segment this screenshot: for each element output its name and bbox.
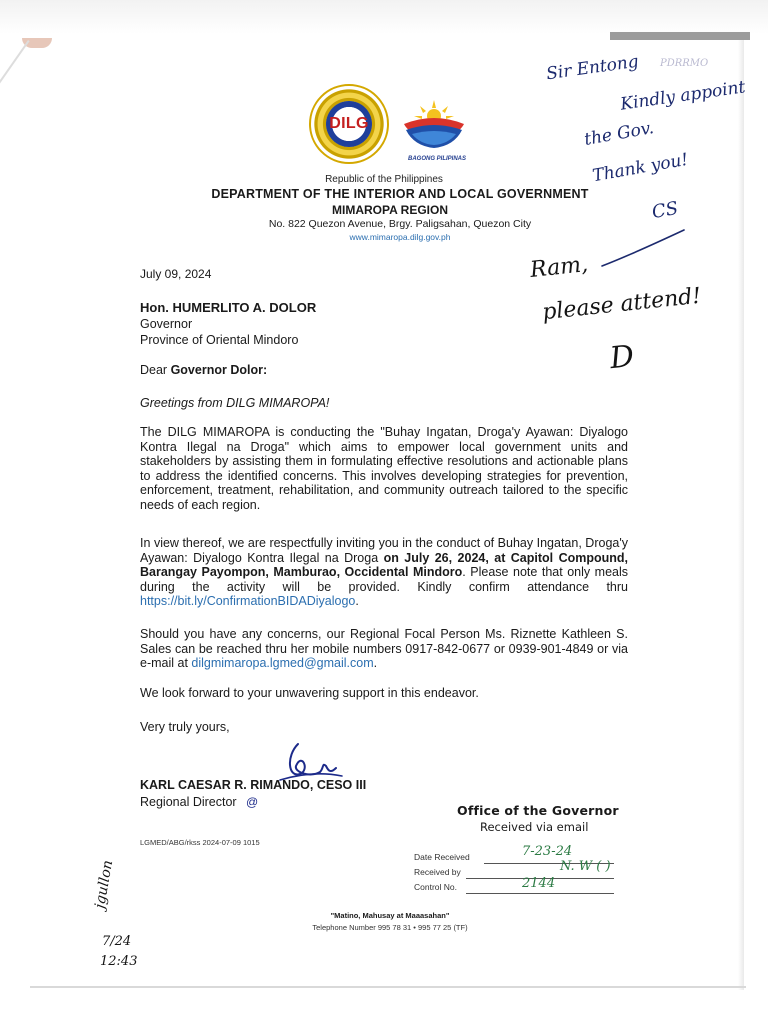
letterhead-region: MIMAROPA REGION bbox=[332, 203, 448, 217]
footer-motto: "Matino, Mahusay at Maaasahan" bbox=[330, 911, 450, 920]
event-date-venue: on July 26, 2024, at Capitol Compound, Barangay Payompon, Mamburao, Occidental Mindoro bbox=[140, 550, 628, 580]
paragraph-contact bbox=[140, 627, 628, 671]
contact-email-link[interactable]: dilgmimaropa.lgmed@gmail.com bbox=[191, 656, 374, 671]
signer-title: Regional Director bbox=[140, 795, 237, 809]
greeting: Greetings from DILG MIMAROPA! bbox=[140, 396, 330, 410]
addressee-name: Hon. HUMERLITO A. DOLOR bbox=[140, 300, 317, 315]
stamp-subtitle: Received via email bbox=[480, 820, 589, 834]
invitation-note: . Please note that only meals during the activity will be provided. Kindly confirm attendance thru bbox=[140, 565, 628, 594]
letterhead-republic: Republic of the Philippines bbox=[325, 174, 443, 185]
handwritten-note-line2: Kindly appoint bbox=[619, 77, 747, 115]
addressee-title: Governor bbox=[140, 317, 193, 331]
handwritten-note-line1: Sir Entong bbox=[545, 51, 640, 85]
salutation-prefix: Dear bbox=[140, 363, 171, 377]
dilg-logo-text: DILG bbox=[329, 115, 369, 132]
stamp-date-label: Date Received bbox=[414, 852, 470, 862]
dilg-seal-inner bbox=[326, 101, 372, 147]
handwritten-instruction-initials: D bbox=[608, 338, 636, 377]
stamp-date-value: 7-23-24 bbox=[522, 844, 573, 859]
handwritten-instruction-line2: please attend! bbox=[541, 283, 703, 326]
signature-mark-icon: @ bbox=[246, 795, 259, 809]
confirmation-link[interactable]: https://bit.ly/ConfirmationBIDADiyalogo bbox=[140, 594, 356, 609]
letter-date: July 09, 2024 bbox=[140, 267, 212, 281]
handwritten-bottom-note-line3: 12:43 bbox=[100, 954, 138, 969]
handwritten-note-initials: CS bbox=[650, 197, 680, 224]
signer-name: KARL CAESAR R. RIMANDO, CESO III bbox=[140, 778, 367, 792]
handwritten-instruction-line1: Ram, bbox=[528, 252, 590, 283]
stamp-control-label: Control No. bbox=[414, 882, 457, 892]
dilg-seal-logo bbox=[309, 84, 389, 164]
invitation-end: . bbox=[355, 594, 359, 609]
handwritten-bottom-note-line2: 7/24 bbox=[102, 934, 132, 949]
contact-end: . bbox=[373, 656, 378, 671]
bagong-pilipinas-label: BAGONG PILIPINAS bbox=[407, 156, 466, 162]
footer-phone: Telephone Number 995 78 31 • 995 77 25 (TF) bbox=[312, 923, 468, 932]
letterhead-department: DEPARTMENT OF THE INTERIOR AND LOCAL GOVERNMENT bbox=[211, 187, 589, 201]
paragraph-closing: We look forward to your unwavering support in this endeavor. bbox=[140, 686, 479, 700]
stamp-control-line bbox=[466, 893, 614, 894]
paragraph-invitation bbox=[140, 536, 628, 609]
invitation-text: In view thereof, we are respectfully inviting you in the conduct of Buhay Ingatan, Droga'y Ayawan: Diyalogo Kontra Ilegal na Droga bbox=[140, 536, 628, 565]
handwritten-note-line4: Thank you! bbox=[590, 149, 690, 187]
handwritten-bottom-note-line1: jgullon bbox=[92, 859, 117, 910]
stamp-control-value: 2144 bbox=[522, 876, 556, 891]
stamp-received-by-label: Received by bbox=[414, 867, 461, 877]
stamp-title: Office of the Governor bbox=[457, 803, 619, 818]
salutation bbox=[140, 363, 267, 377]
handwritten-check-stroke bbox=[598, 226, 688, 270]
salutation-name: Governor Dolor: bbox=[170, 363, 268, 377]
paragraph-purpose: The DILG MIMAROPA is conducting the "Buhay Ingatan, Droga'y Ayawan: Diyalogo Kontra Ilegal na Droga" which aims to empower local government units and stakeholders by assisting them in formulating effective resolutions and actionable plans to address the identified concerns. This involves developing strategies for prevention, enforcement, treatment, rehabilitation, and community outreach tailored to the specific needs of each region. bbox=[140, 425, 628, 512]
stamp-received-by-value: N. W ( ) bbox=[560, 859, 611, 874]
complimentary-close: Very truly yours, bbox=[140, 720, 230, 734]
letterhead-website: www.mimaropa.dilg.gov.ph bbox=[349, 232, 451, 242]
contact-text: Should you have any concerns, our Regional Focal Person Ms. Riznette Kathleen S. Sales can be reached thru her mobile numbers 0917-842-0677 or 0939-901-4849 or via e-mail at bbox=[140, 627, 628, 671]
addressee-office: Province of Oriental Mindoro bbox=[140, 333, 299, 347]
reference-code: LGMED/ABG/rkss 2024-07-09 1015 bbox=[140, 838, 260, 847]
handwritten-note-line3: the Gov. bbox=[582, 118, 656, 150]
letterhead-address: No. 822 Quezon Avenue, Brgy. Paligsahan, Quezon City bbox=[268, 218, 532, 230]
bagong-pilipinas-logo bbox=[398, 94, 470, 154]
handwritten-note-faint: PDRRMO bbox=[660, 58, 709, 69]
